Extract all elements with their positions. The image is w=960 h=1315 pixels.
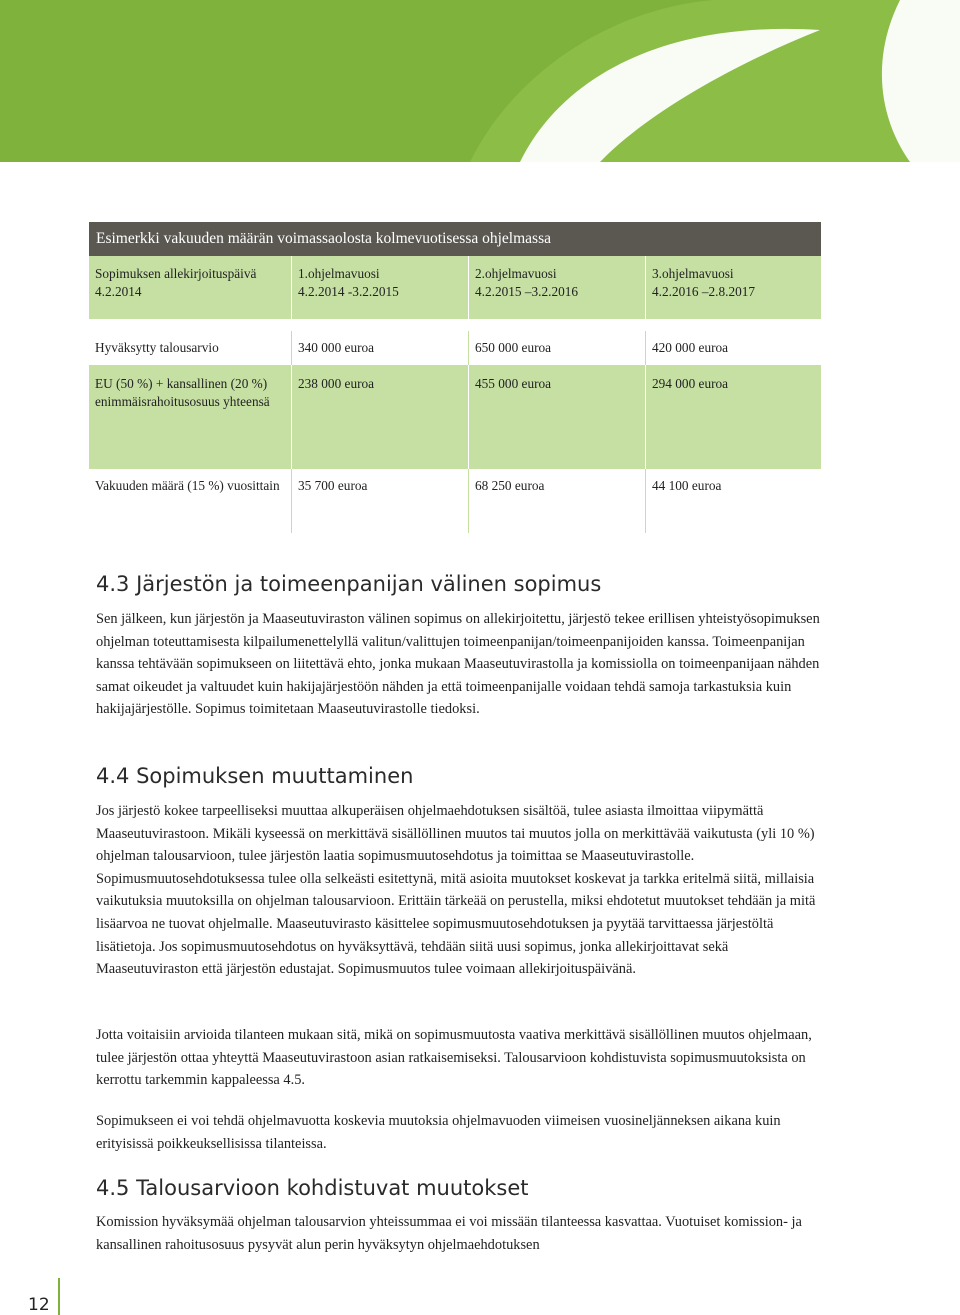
paragraph: Komission hyväksymää ohjelman talousarvion yhteissummaa ei voi missään tilanteessa kasvattaa. Vuotuiset komission- ja kansallinen rahoitusosuus pysyvät alun perin hyväksytyn ohjelmaehdotuksen	[96, 1214, 802, 1253]
cell-year3: 44 100 euroa	[646, 469, 822, 533]
collateral-example-table	[89, 222, 821, 533]
leaf-graphic	[0, 0, 960, 162]
header-banner	[0, 0, 960, 162]
paragraph: Jotta voitaisiin arvioida tilanteen mukaan sitä, mikä on sopimusmuutosta vaativa merkittävä sisällöllinen muutos ohjelmaan, tulee järjestön ottaa yhteyttä Maaseutuvirastoon asian ratkaisemiseksi. Talousarvioon kohdistuvista sopimusmuutoksista on kerrottu tarkemmin kappaleessa 4.5.	[96, 1027, 812, 1089]
page-divider	[58, 1278, 60, 1315]
year1-header-cell: 1.ohjelmavuosi 4.2.2014 -3.2.2015	[292, 256, 469, 325]
paragraph: Sopimukseen ei voi tehdä ohjelmavuotta koskevia muutoksia ohjelmavuoden viimeisen vuosineljänneksen aikana kuin erityisissä poikkeuksellisissa tilanteissa.	[96, 1113, 781, 1152]
cell-year2: 68 250 euroa	[469, 469, 646, 533]
signing-date-cell: Sopimuksen allekirjoituspäivä 4.2.2014	[89, 256, 292, 325]
year3-header-cell: 3.ohjelmavuosi 4.2.2016 –2.8.2017	[646, 256, 822, 325]
section-heading-4-3: 4.3 Järjestön ja toimeenpanijan välinen sopimus	[96, 572, 602, 596]
paragraph: Jos järjestö kokee tarpeelliseksi muuttaa alkuperäisen ohjelmaehdotuksen sisältöä, tulee asiasta ilmoittaa viipymättä Maaseutuvirastoon. Mikäli kyseessä on merkittävä sisällöllinen muutos tai muutos jolla on merkittävää vaikutusta (yli 10 %) ohjelman talousarvioon, tulee järjestön laatia sopimusmuutosehdotus ja toimittaa se Maaseutuvirastolle. Sopimusmuutosehdotuksessa tulee olla selkeästi esitettynä, mitä asioita muutokset koskevat ja tarkka eritelmä siitä, millaisia vaikutuksia muutoksilla on ohjelman talousarvioon. Erittäin tärkeää on perustella, miksi ehdotetut muutokset tehdään ja mitä lisäarvoa ne tuovat ohjelmalle. Maaseutuvirasto käsittelee sopimusmuutosehdotuksen ja pyytää tarvittaessa järjestöltä lisätietoja. Jos sopimusmuutosehdotus on hyväksyttävä, tehdään siitä uusi sopimus, jonka allekirjoittavat sekä Maaseutuviraston että järjestön edustajat. Sopimusmuutos tulee voimaan allekirjoituspäivänä.	[96, 803, 816, 978]
row-label: Vakuuden määrä (15 %) vuosittain	[89, 469, 292, 533]
year2-header-cell: 2.ohjelmavuosi 4.2.2015 –3.2.2016	[469, 256, 646, 325]
page-number: 12	[28, 1295, 50, 1315]
cell-year3: 294 000 euroa	[646, 365, 822, 469]
table-row	[89, 469, 821, 533]
cell-year1: 238 000 euroa	[292, 365, 469, 469]
cell-year1: 35 700 euroa	[292, 469, 469, 533]
row-label: Hyväksytty talousarvio	[89, 325, 292, 365]
section-heading-4-4: 4.4 Sopimuksen muuttaminen	[96, 764, 414, 788]
table-header-row	[89, 256, 821, 325]
table-row	[89, 365, 821, 469]
cell-year2: 650 000 euroa	[469, 325, 646, 365]
table-row	[89, 325, 821, 365]
cell-year1: 340 000 euroa	[292, 325, 469, 365]
section-heading-4-5: 4.5 Talousarvioon kohdistuvat muutokset	[96, 1176, 529, 1200]
table-title: Esimerkki vakuuden määrän voimassaolosta kolmevuotisessa ohjelmassa	[89, 222, 821, 256]
cell-year3: 420 000 euroa	[646, 325, 822, 365]
paragraph: Sen jälkeen, kun järjestön ja Maaseutuviraston välinen sopimus on allekirjoitettu, järjestö tekee erillisen yhteistyösopimuksen ohjelman toteuttamisesta kilpailumenettelyllä valitun/valittujen toimeenpanijan/toimeenpanijoiden kanssa. Toimeenpanijan kanssa tehtävään sopimukseen on liitettävä ehto, jonka mukaan Maaseutuvirastolla ja komissiolla on toimeenpanijaan nähden samat oikeudet ja valtuudet kuin hakijajärjestöön nähden ja että toimeenpanijalle voidaan tehdä samoja tarkastuksia kuin hakijajärjestölle. Sopimus toimitetaan Maaseutuvirastolle tiedoksi.	[96, 611, 820, 718]
cell-year2: 455 000 euroa	[469, 365, 646, 469]
row-label: EU (50 %) + kansallinen (20 %) enimmäisrahoitusosuus yhteensä	[89, 365, 292, 469]
